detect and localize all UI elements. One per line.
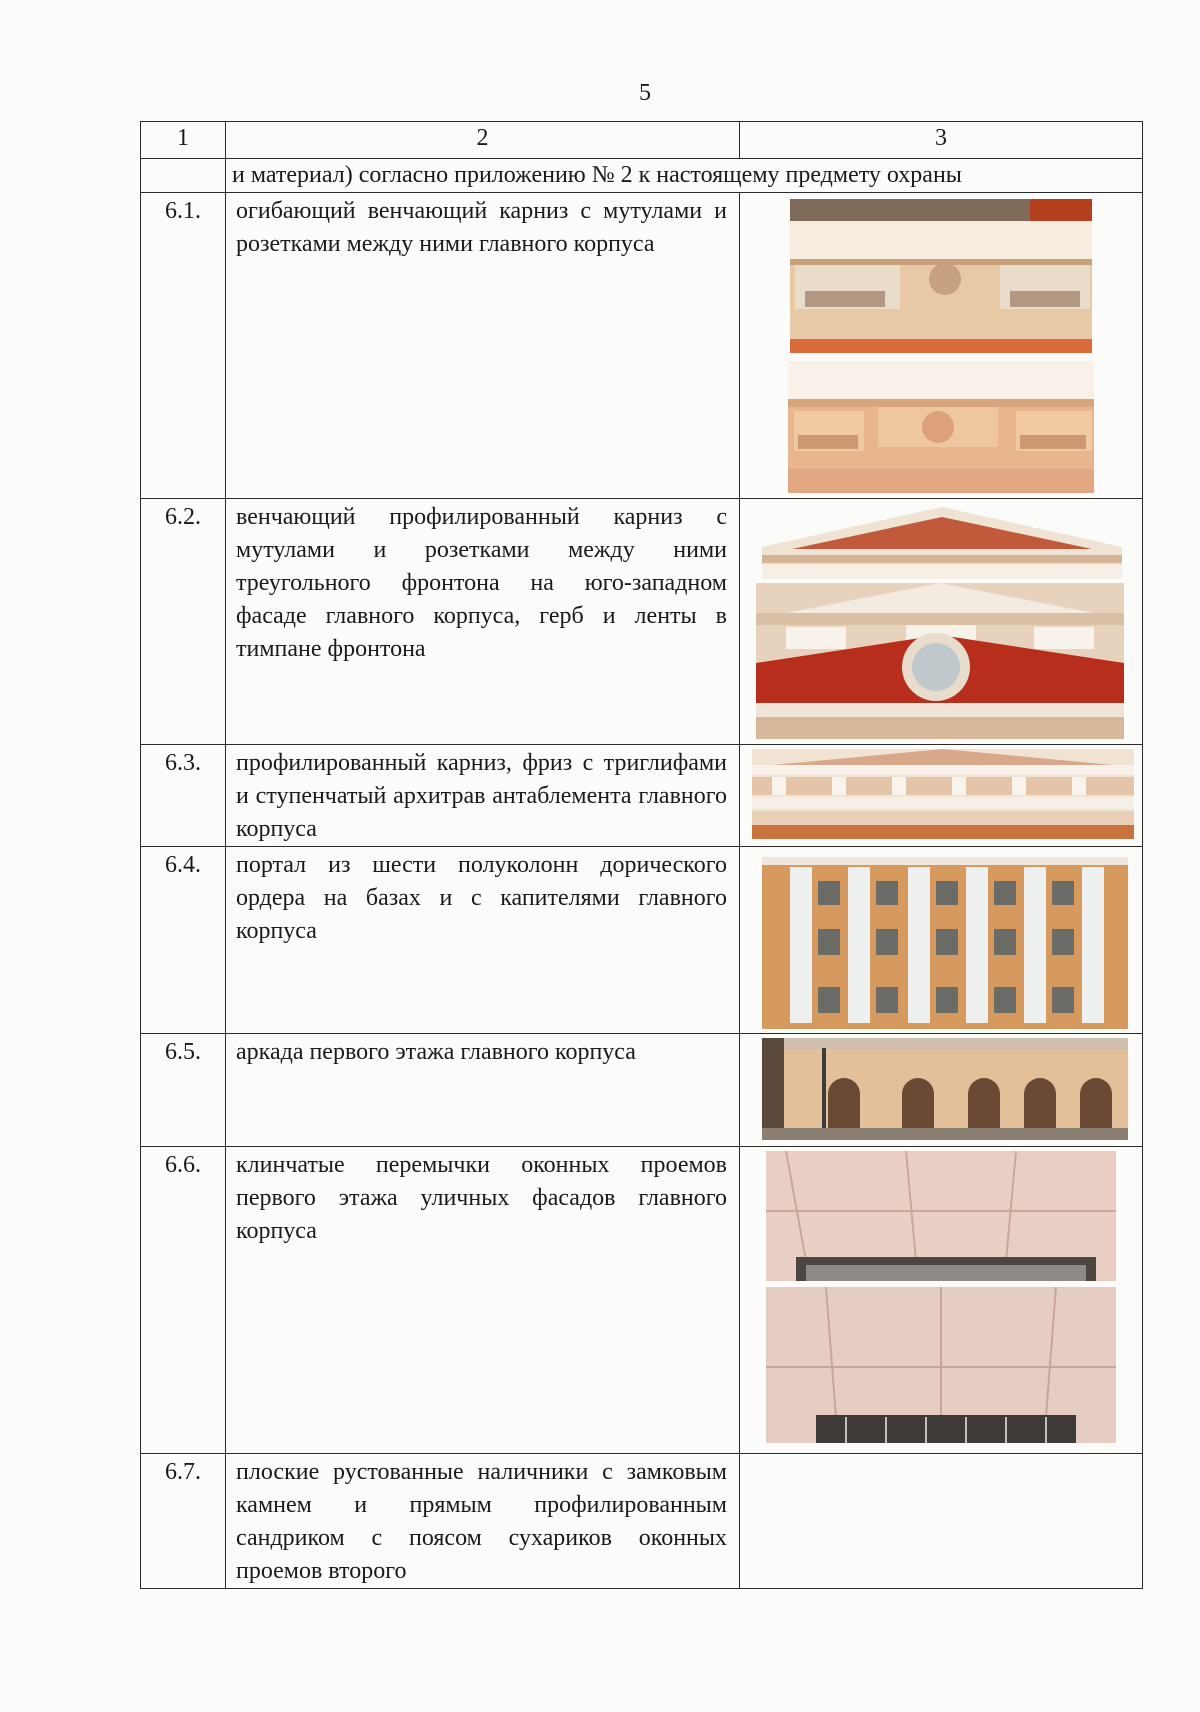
cornice-modillions-photo [790,199,1092,353]
table-row [141,193,1143,499]
colonnade-photo [762,857,1128,1029]
table-row [141,1454,1143,1589]
row-number: 6.6. [141,1147,226,1454]
lintel-photo-2 [766,1287,1116,1443]
row-number: 6.1. [141,193,226,499]
table-row [141,499,1143,745]
row-description: портал из шести полуколонн дорического ордера на базах и с капителями главного корпуса [226,847,740,1034]
row-description: огибающий венчающий карниз с мутулами и розетками между ними главного корпуса [226,193,740,499]
row-description: плоские рустованные наличники с замковым камнем и прямым профилированным сандриком с поясом сухариков оконных проемов второго [226,1454,740,1589]
page-number: 5 [639,80,651,106]
pediment-photo [762,507,1122,579]
table-row [141,1034,1143,1147]
row-number: 6.3. [141,745,226,847]
header-col-3: 3 [740,122,1143,159]
header-col-1: 1 [141,122,226,159]
continuation-text: и материал) согласно приложению № 2 к настоящему предмету охраны [226,159,1143,193]
table-header-row [141,122,1143,159]
row-description: венчающий профилированный карниз с мутулами и розетками между ними треугольного фронтона на юго-западном фасаде главного корпуса, герб и ленты в тимпане фронтона [226,499,740,745]
row-number: 6.4. [141,847,226,1034]
entablature-photo [752,749,1134,839]
table-row [141,847,1143,1034]
row-number: 6.5. [141,1034,226,1147]
row-number: 6.7. [141,1454,226,1589]
row-number: 6.2. [141,499,226,745]
table-row [141,1147,1143,1454]
cornice-rosettes-photo [788,361,1094,493]
header-col-2: 2 [226,122,740,159]
arcade-photo [762,1038,1128,1140]
continuation-row [141,159,1143,193]
row-description: клинчатые перемычки оконных проемов первого этажа уличных фасадов главного корпуса [226,1147,740,1454]
lintel-photo-1 [766,1151,1116,1281]
row-description: аркада первого этажа главного корпуса [226,1034,740,1147]
row-description: профилированный карниз, фриз с триглифами и ступенчатый архитрав антаблемента главного корпуса [226,745,740,847]
protected-items-table [140,121,1143,1589]
coat-of-arms-photo [756,583,1124,739]
table-row [141,745,1143,847]
